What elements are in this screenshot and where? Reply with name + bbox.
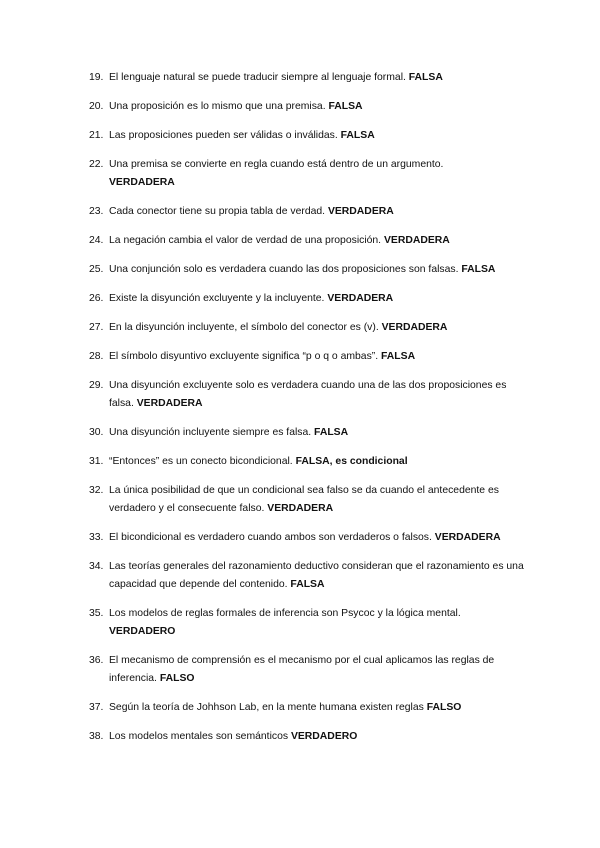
list-item [89, 232, 534, 250]
item-answer: VERDADERA [383, 235, 450, 246]
item-answer: FALSA [381, 351, 416, 362]
list-item [89, 127, 534, 145]
item-number: 19. [89, 72, 104, 83]
item-text: La única posibilidad de que un condicional sea falso se da cuando el antecedente es verdadero y el consecuente falso. [109, 485, 499, 514]
item-answer: VERDADERO [109, 626, 176, 637]
item-answer: VERDADERO [290, 731, 358, 742]
item-text: Una conjunción solo es verdadera cuando las dos proposiciones son falsas. [109, 264, 459, 275]
list-item [89, 605, 534, 641]
item-number: 31. [89, 456, 104, 467]
item-text: El símbolo disyuntivo excluyente significa “p o q o ambas”. [109, 351, 379, 362]
list-item [89, 482, 534, 518]
item-text: Las proposiciones pueden ser válidas o inválidas. [109, 130, 338, 141]
item-answer: FALSA [328, 101, 363, 112]
item-answer: VERDADERA [267, 503, 334, 514]
list-item [89, 348, 534, 366]
item-number: 24. [89, 235, 104, 246]
item-number: 33. [89, 532, 104, 543]
item-answer: VERDADERA [381, 322, 448, 333]
list-item [89, 203, 534, 221]
list-item [89, 377, 534, 413]
item-number: 23. [89, 206, 104, 217]
item-number: 26. [89, 293, 104, 304]
question-list [89, 69, 534, 757]
list-item [89, 558, 534, 594]
item-answer: VERDADERA [136, 398, 203, 409]
item-text: Una disyunción incluyente siempre es falsa. [109, 427, 312, 438]
item-answer: FALSA, es condicional [295, 456, 408, 467]
item-text: Una proposición es lo mismo que una premisa. [109, 101, 326, 112]
item-text: En la disyunción incluyente, el símbolo del conector es (v). [109, 322, 379, 333]
item-number: 20. [89, 101, 104, 112]
item-answer: FALSO [426, 702, 462, 713]
item-answer: FALSA [314, 427, 349, 438]
item-text: Una disyunción excluyente solo es verdadera cuando una de las dos proposiciones es falsa. [109, 380, 507, 409]
item-number: 22. [89, 159, 104, 170]
item-number: 36. [89, 655, 104, 666]
item-answer: FALSA [408, 72, 443, 83]
item-answer: FALSA [290, 579, 325, 590]
item-text: Los modelos mentales son semánticos [109, 731, 289, 742]
item-text: El bicondicional es verdadero cuando ambos son verdaderos o falsos. [109, 532, 432, 543]
item-text: “Entonces” es un conecto bicondicional. [109, 456, 293, 467]
list-item [89, 290, 534, 308]
item-text: La negación cambia el valor de verdad de una proposición. [109, 235, 382, 246]
item-answer: FALSA [461, 264, 496, 275]
item-answer: VERDADERA [109, 177, 175, 188]
item-answer: FALSA [340, 130, 375, 141]
list-item [89, 156, 534, 192]
item-text: Cada conector tiene su propia tabla de verdad. [109, 206, 326, 217]
item-number: 21. [89, 130, 104, 141]
item-number: 25. [89, 264, 104, 275]
list-item [89, 98, 534, 116]
item-number: 28. [89, 351, 104, 362]
item-number: 35. [89, 608, 104, 619]
list-item [89, 453, 534, 471]
list-item [89, 652, 534, 688]
list-item [89, 529, 534, 547]
list-item [89, 319, 534, 337]
item-answer: VERDADERA [327, 206, 394, 217]
item-text: Las teorías generales del razonamiento deductivo consideran que el razonamiento es una capacidad que depende del contenido. [109, 561, 524, 590]
item-answer: VERDADERA [434, 532, 501, 543]
item-text: Una premisa se convierte en regla cuando está dentro de un argumento. [109, 159, 444, 170]
item-number: 30. [89, 427, 104, 438]
list-item [89, 728, 534, 746]
item-text: El mecanismo de comprensión es el mecanismo por el cual aplicamos las reglas de inferencia. [109, 655, 495, 684]
item-text: Según la teoría de Johhson Lab, en la mente humana existen reglas [109, 702, 424, 713]
item-number: 37. [89, 702, 104, 713]
item-number: 27. [89, 322, 104, 333]
item-number: 29. [89, 380, 104, 391]
item-number: 32. [89, 485, 104, 496]
list-item [89, 424, 534, 442]
list-item [89, 699, 534, 717]
item-text: Existe la disyunción excluyente y la incluyente. [109, 293, 325, 304]
list-item [89, 69, 534, 87]
item-text: Los modelos de reglas formales de inferencia son Psycoc y la lógica mental. [109, 608, 461, 619]
item-answer: VERDADERA [327, 293, 394, 304]
item-number: 34. [89, 561, 104, 572]
item-text: El lenguaje natural se puede traducir siempre al lenguaje formal. [109, 72, 406, 83]
item-number: 38. [89, 731, 104, 742]
item-answer: FALSO [159, 673, 195, 684]
list-item [89, 261, 534, 279]
